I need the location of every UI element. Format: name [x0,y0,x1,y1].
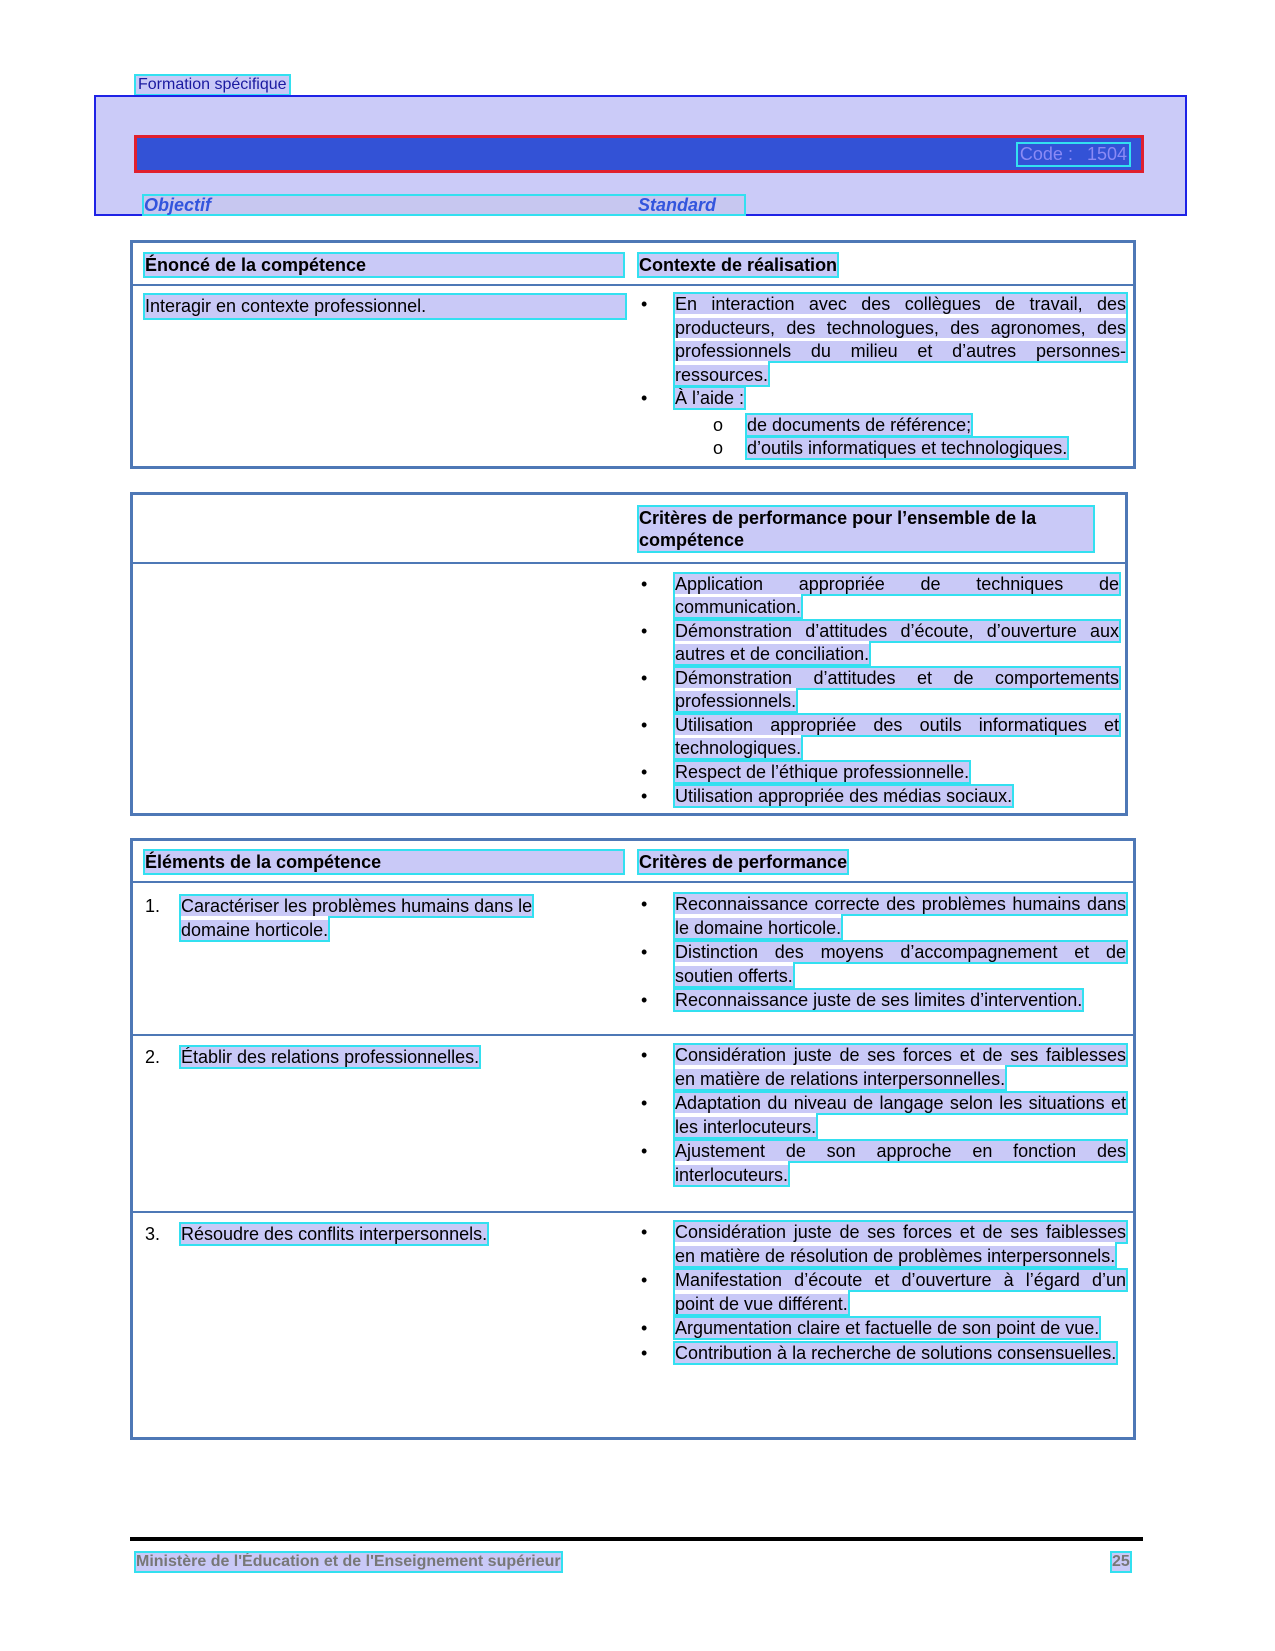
bullet-icon: • [641,574,648,594]
bullet-icon: • [641,1141,648,1161]
bullet-icon: • [641,1093,648,1113]
bullet-icon: • [641,715,648,735]
element-row [133,1036,1133,1213]
circle-icon: o [713,438,724,458]
element-row [133,883,1133,1036]
competence-statement: Interagir en contexte professionnel. [145,295,625,318]
standard-label: Standard [638,195,717,215]
element-criteria-list [639,1044,1126,1187]
context-heading: Contexte de réalisation [639,255,838,275]
program-header [94,95,1187,216]
list-item: • En interaction avec des collègues de travail, des producteurs, des technologues, des agronomes, des professionnels du milieu et d’autres personnes-ressources. [641,294,1126,385]
bullet-icon: • [641,1318,648,1338]
list-item: • Utilisation appropriée des outils informatiques et technologiques. [641,715,1119,758]
list-item: • Argumentation claire et factuelle de son point de vue. [639,1317,1126,1341]
list-item: • Utilisation appropriée des médias sociaux. [641,786,1013,806]
element-criteria-list [639,893,1126,1013]
page-number: 25 [1112,1553,1130,1570]
elements-heading: Éléments de la compétence [145,851,623,873]
list-item: • Démonstration d’attitudes d’écoute, d’ouverture aux autres et de conciliation. [641,621,1119,664]
context-sublist [675,414,1126,461]
list-item: • Respect de l’éthique professionnelle. [641,762,970,782]
overall-criteria-header [133,495,1125,564]
circle-icon: o [713,414,724,435]
bullet-icon: • [641,294,648,314]
bullet-icon: • [641,786,648,806]
objectif-label: Objectif [144,195,212,215]
list-item: • Démonstration d’attitudes et de comportements professionnels. [641,668,1119,711]
overall-criteria-list [639,573,1119,808]
bullet-icon: • [641,894,648,914]
competence-table-header [133,243,1133,286]
context-list [639,293,1126,461]
footer-ministry: Ministère de l'Éducation et de l'Enseignement supérieur [136,1553,561,1570]
list-item: • Adaptation du niveau de langage selon les situations et les interlocuteurs. [641,1093,1126,1137]
section-label: Formation spécifique [138,76,287,93]
bullet-icon: • [641,990,648,1010]
bullet-icon: • [641,1045,648,1065]
bullet-icon: • [641,762,648,782]
list-item: • Reconnaissance correcte des problèmes humains dans le domaine horticole. [641,894,1126,938]
elements-table [130,838,1136,1440]
bullet-icon: • [641,668,648,688]
footer-divider [130,1537,1143,1541]
overall-criteria-table [130,492,1128,816]
list-item: • Application appropriée de techniques de communication. [641,574,1119,617]
bullet-icon: • [641,1270,648,1290]
bullet-icon: • [641,1222,648,1242]
criteria-heading: Critères de performance [639,852,848,872]
list-item: • À l’aide : o de documents de référence; o d’outils informatiques et technologiques. [639,387,1126,461]
list-item: • Distinction des moyens d’accompagnement et de soutien offerts. [641,942,1126,986]
list-item: • Contribution à la recherche de solutions consensuelles. [639,1342,1126,1366]
code-value: 1504 [1086,144,1127,164]
sublist-item: o de documents de référence; [675,414,1126,438]
competence-table [130,240,1136,469]
list-item: • Reconnaissance juste de ses limites d’intervention. [639,989,1126,1013]
bullet-icon: • [641,942,648,962]
element-criteria-list [639,1221,1126,1365]
list-item: • Considération juste de ses forces et de ses faiblesses en matière de résolution de problèmes interpersonnels. [641,1222,1126,1266]
bullet-icon: • [641,1342,648,1363]
course-code [1018,144,1129,165]
statement-heading: Énoncé de la compétence [145,254,623,276]
element-row [133,1213,1133,1437]
list-item: • Considération juste de ses forces et de ses faiblesses en matière de relations interpersonnelles. [641,1045,1126,1089]
element-label: 1. Caractériser les problèmes humains dans le domaine horticole. [145,896,533,940]
list-item: • Ajustement de son approche en fonction des interlocuteurs. [641,1141,1126,1185]
code-label: Code : [1019,144,1073,164]
element-label: 2. Établir des relations professionnelles. [145,1047,480,1067]
elements-table-header [133,841,1133,883]
bullet-icon: • [641,388,648,408]
bullet-icon: • [641,621,648,641]
element-label: 3. Résoudre des conflits interpersonnels. [145,1224,488,1244]
code-bar [134,135,1144,173]
sublist-item: o d’outils informatiques et technologiques. [675,437,1126,461]
overall-criteria-heading: Critères de performance pour l’ensemble de la compétence [639,507,1093,551]
list-item: • Manifestation d’écoute et d’ouverture à l’égard d’un point de vue différent. [641,1270,1126,1314]
